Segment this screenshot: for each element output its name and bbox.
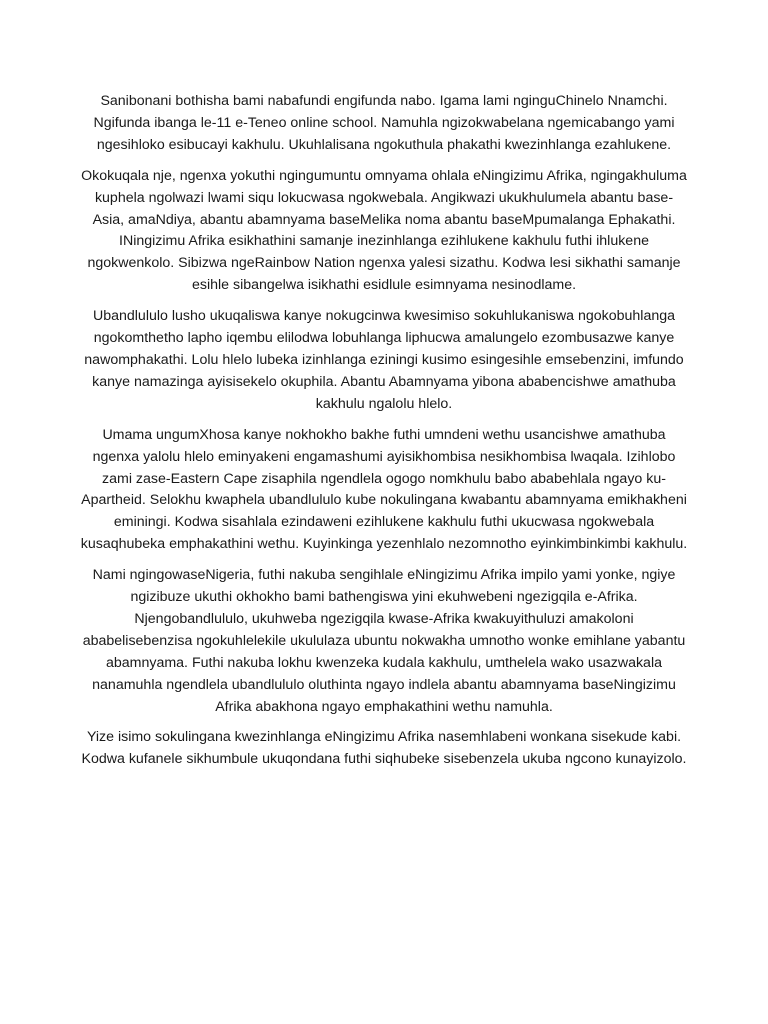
paragraph-apartheid-definition: Ubandlululo lusho ukuqaliswa kanye nokugcinwa kwesimiso sokuhlukaniswa ngokobuhlanga ngokomthetho lapho iqembu elilodwa lobuhlanga liphucwa amalungelo ezombusazwe kanye nawomphakathi. Lolu hlelo lubeka izinhlanga eziningi kusimo esingesihle emsebenzini, imfundo kanye namazinga ayisisekelo okuphila. Abantu Abamnyama yibona ababencishwe amathuba kakhulu ngalolu hlelo.: [84, 308, 684, 412]
paragraph-greeting: Sanibonani bothisha bami nabafundi engifunda nabo. Igama lami nginguChinelo Nnamchi. Ngifunda ibanga le-11 e-Teneo online school. Namuhla ngizokwabelana ngemicabango yami ngesihloko esibucayi kakhulu. Ukuhlalisana ngokuthula phakathi kwezinhlanga ezahlukene.: [93, 93, 675, 153]
document-body: [80, 91, 688, 780]
paragraph-conclusion: Yize isimo sokulingana kwezinhlanga eNingizimu Afrika nasemhlabeni wonkana sisekude kabi. Kodwa kufanele sikhumbule ukuqondana futhi siqhubeke sisebenzela ukuba ngcono kunayizolo.: [81, 729, 687, 768]
paragraph-introduction: Okokuqala nje, ngenxa yokuthi ngingumuntu omnyama ohlala eNingizimu Afrika, ngingakhuluma kuphela ngolwazi lwami siqu lokucwasa ngokwebala. Angikwazi ukukhulumela abantu base-Asia, amaNdiya, abantu abamnyama baseMelika noma abantu baseMpumalanga Ephakathi. INingizimu Afrika esikhathini samanje inezinhlanga ezihlukene kakhulu futhi ihlukene ngokwenkolo. Sibizwa ngeRainbow Nation ngenxa yalesi sizathu. Kodwa lesi sikhathi samanje esihle sibangelwa isikhathi esidlule esimnyama nesinodlame.: [81, 167, 687, 294]
paragraph-family-history: Umama ungumXhosa kanye nokhokho bakhe futhi umndeni wethu usancishwe amathuba ngenxa yalolu hlelo eminyakeni engamashumi ayisikhombisa nesikhombisa lwaqala. Izihlobo zami zase-Eastern Cape zisaphila ngendlela ogogo nomkhulu babo ababehlala ngayo ku-Apartheid. Selokhu kwaphela ubandlululo kube nokulingana kwabantu abamnyama emikhakheni eminingi. Kodwa sisahlala ezindaweni ezihlukene kakhulu futhi ukucwasa ngokwebala kusaqhubeka emphakathini wethu. Kuyinkinga yezenhlalo nezomnotho eyinkimbinkimbi kakhulu.: [80, 426, 688, 553]
paragraph-nigerian-heritage: Nami ngingowaseNigeria, futhi nakuba sengihlale eNingizimu Afrika impilo yami yonke, ngiye ngizibuze ukuthi okhokho bami bathengiswa yini ekuhwebeni ngezigqila e-Afrika. Njengobandlululo, ukuhweba ngezigqila kwase-Afrika kwakuyithuluzi amakoloni ababelisebenzisa ngokuhlelekile ukululaza ubuntu nokwakha umnotho wonke emihlane yabantu abamnyama. Futhi nakuba lokhu kwenzeka kudala kakhulu, umthelela wako usazwakala nanamuhla ngendlela ubandlululo oluthinta ngayo indlela abantu abamnyama baseNingizimu Afrika abakhona ngayo emphakathini wethu namuhla.: [82, 567, 686, 715]
